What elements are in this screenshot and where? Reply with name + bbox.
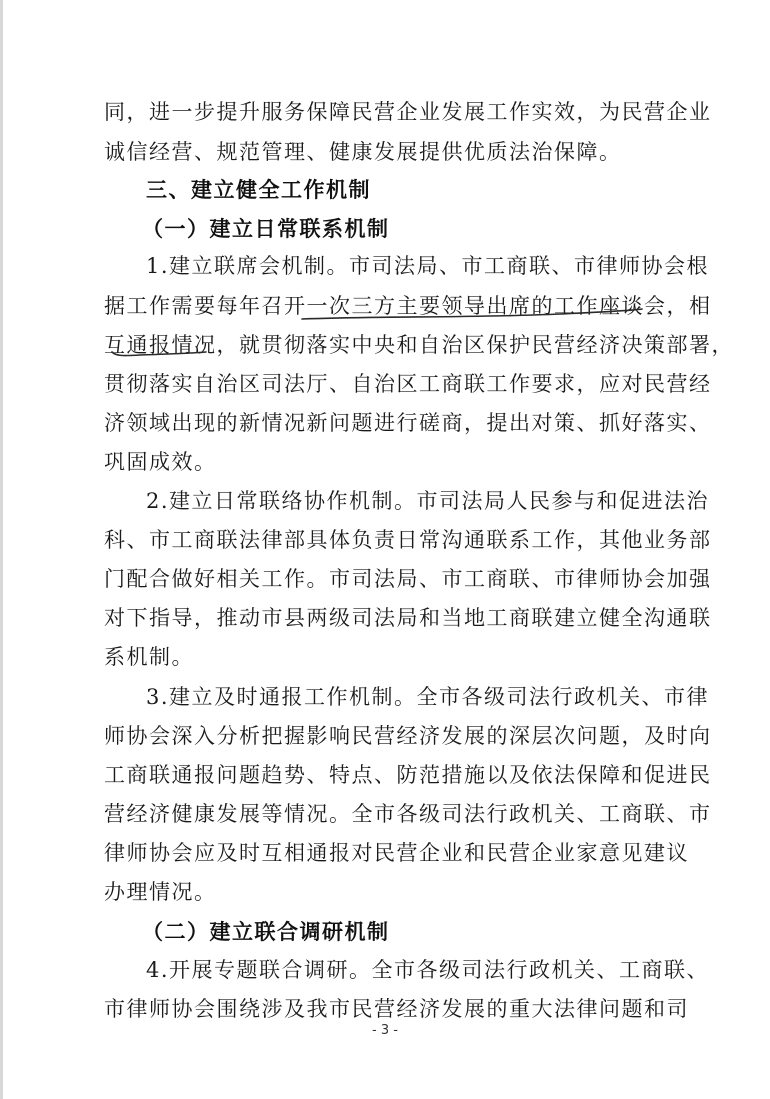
body-line: 据工作需要每年召开一次三方主要领导出席的工作座谈会，相 [104, 294, 712, 318]
body-line: 律师协会应及时互相通报对民营企业和民营企业家意见建议 [104, 841, 689, 865]
body-line: 巩固成效。 [104, 450, 217, 474]
body-line: 市律师协会围绕涉及我市民营经济发展的重大法律问题和司 [104, 997, 689, 1021]
body-line: 济领域出现的新情况新问题进行磋商，提出对策、抓好落实、 [104, 411, 712, 435]
body-line: 同，进一步提升服务保障民营企业发展工作实效，为民营企业 [104, 100, 712, 124]
body-line: 贯彻落实自治区司法厅、自治区工商联工作要求，应对民营经 [104, 372, 712, 396]
section-heading: 三、建立健全工作机制 [146, 178, 371, 202]
body-line: 互通报情况，就贯彻落实中央和自治区保护民营经济决策部署， [104, 333, 734, 357]
body-line: 办理情况。 [104, 880, 217, 904]
body-line: 诚信经营、规范管理、健康发展提供优质法治保障。 [104, 140, 622, 164]
subsection-heading: （一）建立日常联系机制 [142, 217, 390, 241]
body-line: 师协会深入分析把握影响民营经济发展的深层次问题，及时向 [104, 724, 712, 748]
body-line: 2.建立日常联络协作机制。市司法局人民参与和促进法治 [146, 489, 710, 513]
page-number: - 3 - [372, 1023, 398, 1038]
body-line: 系机制。 [104, 645, 194, 669]
body-line: 3.建立及时通报工作机制。全市各级司法行政机关、市律 [146, 685, 710, 709]
body-line: 工商联通报问题趋势、特点、防范措施以及依法保障和促进民 [104, 763, 712, 787]
subsection-heading: （二）建立联合调研机制 [142, 920, 390, 944]
body-line: 4.开展专题联合调研。全市各级司法行政机关、工商联、 [146, 958, 710, 982]
body-line: 营经济健康发展等情况。全市各级司法行政机关、工商联、市 [104, 802, 712, 826]
body-line: 对下指导，推动市县两级司法局和当地工商联建立健全沟通联 [104, 606, 712, 630]
body-line: 门配合做好相关工作。市司法局、市工商联、市律师协会加强 [104, 567, 712, 591]
body-line: 1.建立联席会机制。市司法局、市工商联、市律师协会根 [146, 254, 710, 278]
body-line: 科、市工商联法律部具体负责日常沟通联系工作，其他业务部 [104, 528, 712, 552]
